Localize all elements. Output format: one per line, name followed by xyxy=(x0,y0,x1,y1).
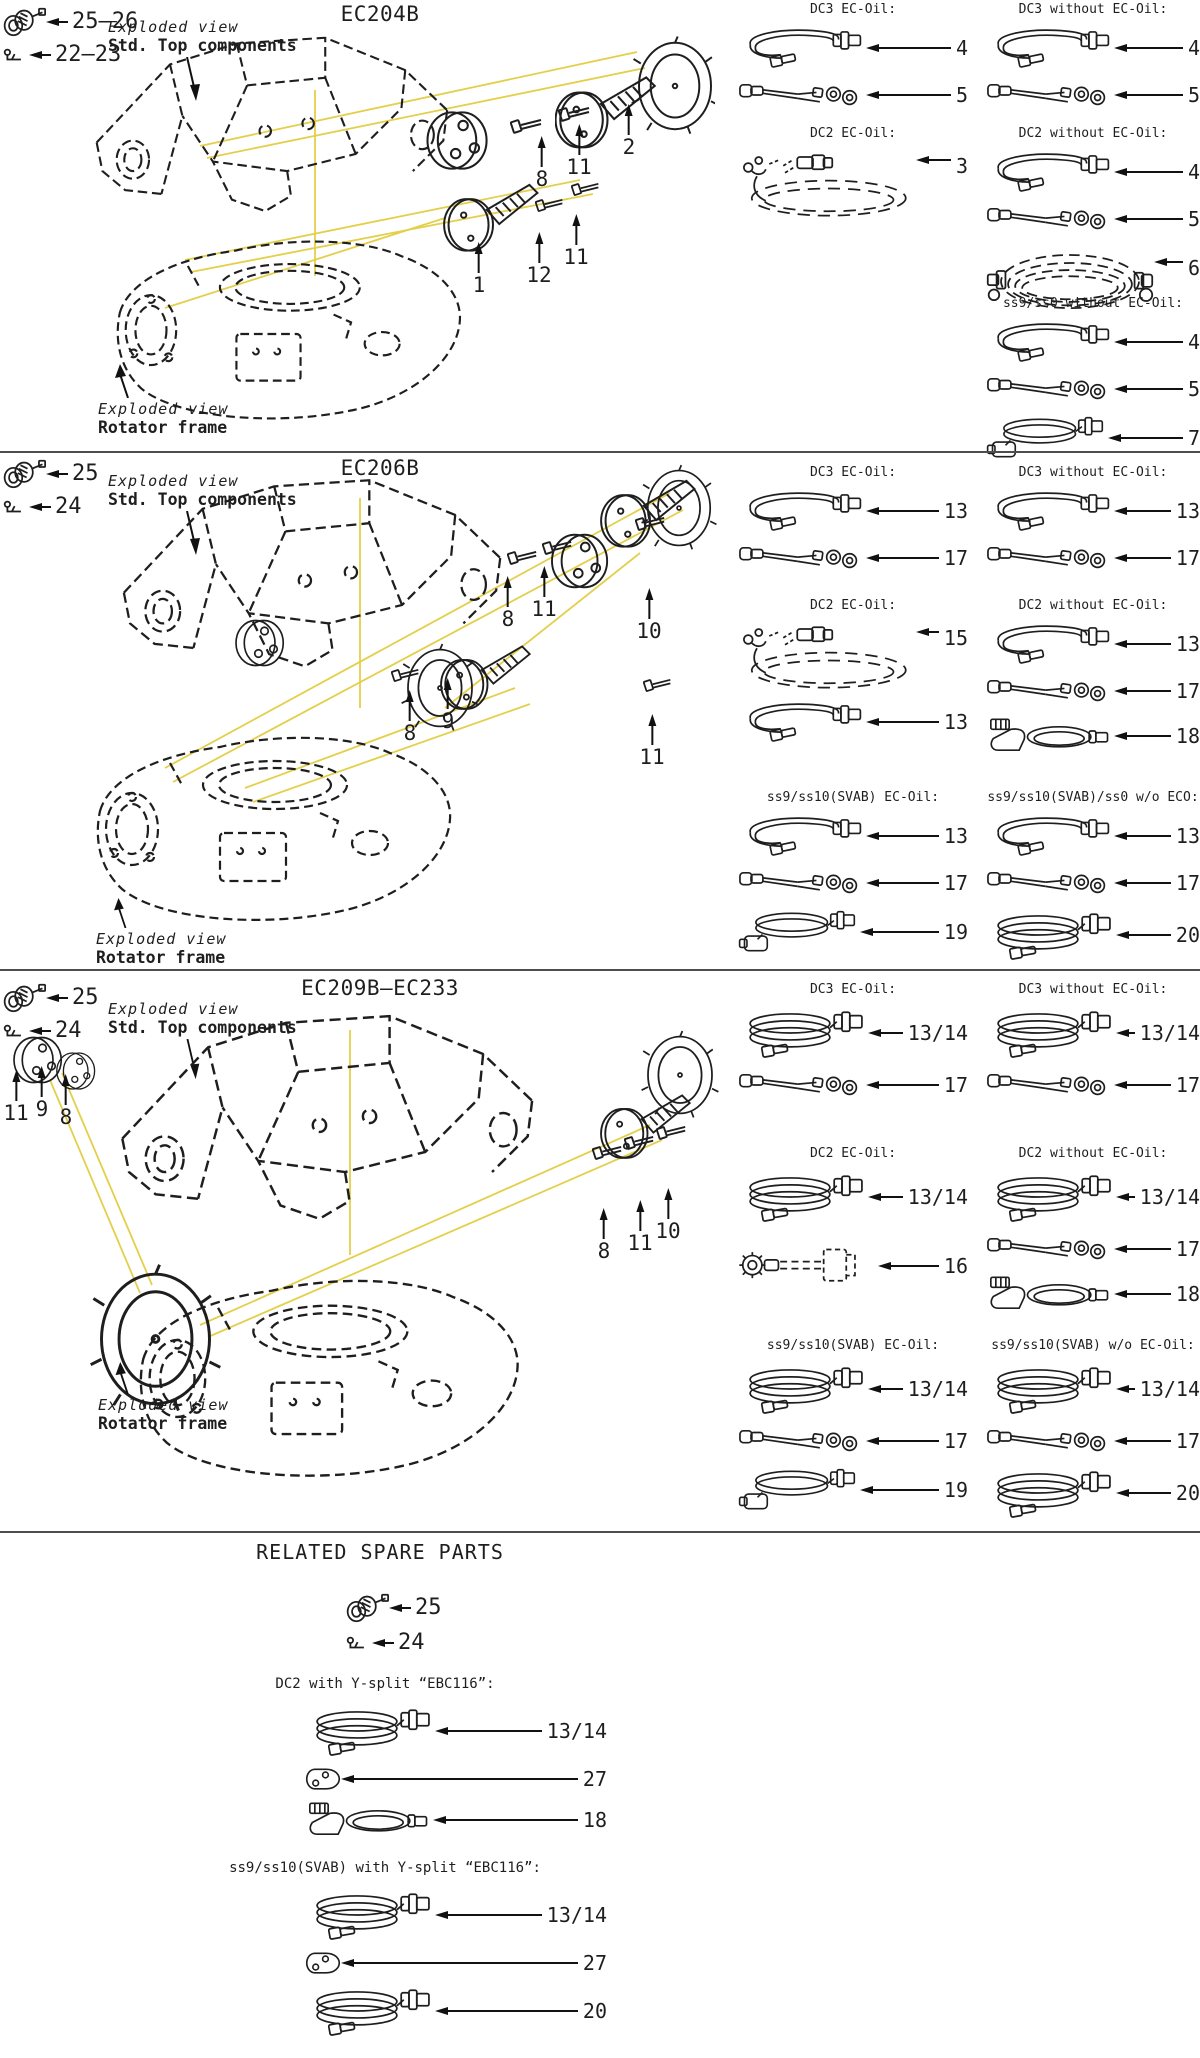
callout-11 xyxy=(566,124,591,178)
group-header: ss9/ss10(SVAB) with Y-split “EBC116”: xyxy=(229,1860,541,1876)
leader-line xyxy=(401,1607,411,1609)
part-number: 25–26 xyxy=(72,8,139,34)
part-item xyxy=(305,1800,607,1840)
callout-8 xyxy=(536,136,549,190)
part-number: 17 xyxy=(1175,546,1200,570)
part-number: 17 xyxy=(1175,1237,1200,1261)
callout-layer xyxy=(0,0,1200,452)
note-line-bold: Rotator frame xyxy=(98,418,228,437)
part-pin-icon xyxy=(345,1634,372,1652)
section-ec204b xyxy=(0,0,1200,452)
callout-number: 11 xyxy=(639,745,665,769)
part-number: 5 xyxy=(1187,207,1200,231)
leader-arrow xyxy=(372,1639,394,1647)
part-number: 13/14 xyxy=(907,1185,968,1209)
leader-arrow xyxy=(435,2007,578,2015)
related-loose-parts xyxy=(155,1592,615,1662)
part-number: 27 xyxy=(582,1951,607,1975)
note-line-italic: Exploded view xyxy=(108,472,239,490)
note-line-italic: Exploded view xyxy=(98,400,229,418)
part-number: 4 xyxy=(955,36,968,60)
callout-number: 11 xyxy=(563,245,589,269)
callout-11 xyxy=(531,566,556,620)
spare-part-group xyxy=(155,1860,615,2038)
part-number: 13 xyxy=(943,710,968,734)
group-header: DC2 EC-Oil: xyxy=(809,1146,897,1161)
callout-number: 12 xyxy=(526,263,552,287)
callout-number: 8 xyxy=(535,167,549,191)
callout-8 xyxy=(598,1208,611,1262)
cable-coil3-icon xyxy=(305,1984,435,2038)
part-number: 13/14 xyxy=(1139,1021,1200,1045)
callout-2 xyxy=(623,104,636,158)
part-item xyxy=(305,1888,607,1942)
part-number: 24 xyxy=(55,494,82,519)
part-number: 19 xyxy=(943,1478,968,1502)
callout-8 xyxy=(60,1074,73,1128)
part-number: 24 xyxy=(55,1018,82,1043)
callout-12 xyxy=(526,232,551,286)
section-ec206b xyxy=(0,452,1200,970)
section-related-spare-parts xyxy=(0,1532,1200,2023)
group-header: DC2 with Y-split “EBC116”: xyxy=(275,1676,495,1692)
part-number: 13/14 xyxy=(907,1377,968,1401)
group-header: DC3 EC-Oil: xyxy=(809,2,897,17)
leader-line xyxy=(543,577,545,597)
callout-10 xyxy=(655,1188,680,1242)
related-title: RELATED SPARE PARTS xyxy=(256,1540,504,1564)
part-number: 4 xyxy=(1187,160,1200,184)
part-number: 13 xyxy=(943,499,968,523)
leader-line xyxy=(445,1819,578,1821)
callout-9 xyxy=(442,678,455,732)
leader-line xyxy=(575,225,577,245)
note-line-italic: Exploded view xyxy=(98,1396,229,1414)
group-header: DC3 without EC-Oil: xyxy=(1018,982,1168,997)
leader-arrow xyxy=(435,1727,542,1735)
callout-number: 11 xyxy=(627,1231,653,1255)
leader-arrow xyxy=(341,1959,578,1967)
part-number: 20 xyxy=(582,1999,607,2023)
part-number: 17 xyxy=(943,871,968,895)
group-header: DC2 without EC-Oil: xyxy=(1018,126,1168,141)
note-line-bold: Std. Top components xyxy=(108,490,297,509)
leader-line xyxy=(628,115,630,135)
group-header: DC2 without EC-Oil: xyxy=(1018,598,1168,613)
callout-number: 2 xyxy=(622,135,636,159)
part-number: 5 xyxy=(1187,377,1200,401)
part-number: 13/14 xyxy=(546,1719,607,1743)
part-number: 13/14 xyxy=(546,1903,607,1927)
leader-line xyxy=(384,1642,394,1644)
leader-line xyxy=(667,1199,669,1219)
note-line-italic: Exploded view xyxy=(108,1000,239,1018)
part-number: 4 xyxy=(1187,330,1200,354)
group-header: DC2 EC-Oil: xyxy=(809,126,897,141)
part-number: 16 xyxy=(943,1254,968,1278)
callout-number: 10 xyxy=(636,619,662,643)
leader-line xyxy=(65,1085,67,1105)
section-title: EC209B–EC233 xyxy=(301,976,459,1000)
callout-11 xyxy=(627,1200,652,1254)
callout-number: 10 xyxy=(655,1219,681,1243)
part-oval-icon xyxy=(305,1766,341,1792)
part-number: 17 xyxy=(943,1073,968,1097)
callout-number: 8 xyxy=(403,721,417,745)
group-header: DC3 EC-Oil: xyxy=(809,465,897,480)
leader-line xyxy=(651,725,653,745)
group-header: DC3 without EC-Oil: xyxy=(1018,2,1168,17)
part-number: 18 xyxy=(582,1808,607,1832)
callout-9 xyxy=(36,1066,49,1120)
callout-8 xyxy=(404,690,417,744)
group-header: DC2 EC-Oil: xyxy=(809,598,897,613)
leader-line xyxy=(541,147,543,167)
group-header: ss9/ss10(SVAB)/ss0 w/o ECO: xyxy=(987,790,1199,805)
part-number: 6 xyxy=(1187,256,1200,280)
part-number: 13/14 xyxy=(1139,1185,1200,1209)
leader-line xyxy=(507,587,509,607)
part-number: 13/14 xyxy=(907,1021,968,1045)
group-header: ss9/ss10(SVAB) EC-Oil: xyxy=(766,790,940,805)
part-number: 17 xyxy=(1175,679,1200,703)
part-item xyxy=(305,1950,607,1976)
callout-1 xyxy=(473,242,486,296)
part-number: 20 xyxy=(1175,923,1200,947)
group-header: ss9/ss10(SVAB) w/o EC-Oil: xyxy=(991,1338,1195,1353)
callout-number: 8 xyxy=(501,607,515,631)
callout-number: 11 xyxy=(3,1101,29,1125)
group-header: DC3 without EC-Oil: xyxy=(1018,465,1168,480)
callout-layer xyxy=(0,970,1200,1532)
group-header: ss9/ss0 without EC-Oil: xyxy=(1002,296,1183,311)
leader-arrow xyxy=(435,1911,542,1919)
leader-line xyxy=(478,253,480,273)
part-number: 13 xyxy=(1175,824,1200,848)
leader-line xyxy=(41,1077,43,1097)
cable-coil3-icon xyxy=(305,1704,435,1758)
leader-line xyxy=(447,1914,542,1916)
callout-11 xyxy=(563,214,588,268)
part-number: 20 xyxy=(1175,1481,1200,1505)
part-number: 15 xyxy=(943,626,968,650)
part-oval-icon xyxy=(305,1950,341,1976)
callout-number: 9 xyxy=(441,709,455,733)
callout-number: 11 xyxy=(566,155,592,179)
part-number: 25 xyxy=(72,460,99,486)
callout-11 xyxy=(3,1070,28,1124)
leader-line xyxy=(353,1962,578,1964)
part-number: 17 xyxy=(1175,1073,1200,1097)
corner-part xyxy=(345,1592,445,1624)
part-item xyxy=(305,1766,607,1792)
leader-line xyxy=(15,1081,17,1101)
part-number: 13 xyxy=(943,824,968,848)
part-number: 19 xyxy=(943,920,968,944)
group-header: DC2 without EC-Oil: xyxy=(1018,1146,1168,1161)
callout-number: 8 xyxy=(597,1239,611,1263)
leader-line xyxy=(353,1778,578,1780)
leader-line xyxy=(447,2010,578,2012)
corner-part xyxy=(345,1631,445,1655)
callout-8 xyxy=(502,576,515,630)
part-number: 18 xyxy=(1175,724,1200,748)
part-number: 13 xyxy=(1175,632,1200,656)
note-line-bold: Std. Top components xyxy=(108,1018,297,1037)
part-item xyxy=(305,1704,607,1758)
part-number: 13 xyxy=(1175,499,1200,523)
part-number: 24 xyxy=(398,1630,425,1655)
note-line-bold: Rotator frame xyxy=(96,948,226,967)
part-number: 17 xyxy=(1175,871,1200,895)
callout-11 xyxy=(639,714,664,768)
callout-layer xyxy=(0,452,1200,970)
group-header: ss9/ss10(SVAB) EC-Oil: xyxy=(766,1338,940,1353)
part-number: 4 xyxy=(1187,36,1200,60)
part-number: 17 xyxy=(1175,1429,1200,1453)
section-title: EC204B xyxy=(340,2,420,26)
note-line-italic: Exploded view xyxy=(96,930,227,948)
leader-line xyxy=(648,599,650,619)
leader-line xyxy=(447,689,449,709)
part-number: 27 xyxy=(582,1767,607,1791)
part-item xyxy=(305,1984,607,2038)
leader-line xyxy=(447,1730,542,1732)
section-ec209b-ec233 xyxy=(0,970,1200,1532)
callout-10 xyxy=(636,588,661,642)
note-line-bold: Std. Top components xyxy=(108,36,297,55)
part-number: 22–23 xyxy=(55,42,122,67)
leader-line xyxy=(578,135,580,155)
part-number: 7 xyxy=(1187,426,1200,450)
leader-line xyxy=(538,243,540,263)
part-number: 17 xyxy=(943,546,968,570)
part-number: 17 xyxy=(943,1429,968,1453)
leader-arrow xyxy=(433,1816,578,1824)
part-number: 5 xyxy=(1187,83,1200,107)
group-header: DC3 EC-Oil: xyxy=(809,982,897,997)
leader-line xyxy=(409,701,411,721)
leader-line xyxy=(603,1219,605,1239)
leader-arrow xyxy=(341,1775,578,1783)
callout-number: 1 xyxy=(472,273,486,297)
section-title: EC206B xyxy=(340,456,420,480)
callout-number: 11 xyxy=(531,597,557,621)
note-line-bold: Rotator frame xyxy=(98,1414,228,1433)
part-number: 3 xyxy=(955,154,968,178)
leader-arrow xyxy=(389,1604,411,1612)
part-number: 25 xyxy=(415,1594,442,1620)
cable-coil3-icon xyxy=(305,1888,435,1942)
part-number: 25 xyxy=(72,984,99,1010)
spare-part-group xyxy=(155,1676,615,1840)
part-number: 18 xyxy=(1175,1282,1200,1306)
part-number: 5 xyxy=(955,83,968,107)
part-number: 13/14 xyxy=(1139,1377,1200,1401)
leader-line xyxy=(639,1211,641,1231)
callout-number: 8 xyxy=(59,1105,73,1129)
callout-number: 9 xyxy=(35,1097,49,1121)
part-clamp-icon xyxy=(345,1592,389,1624)
cable-angled-icon xyxy=(305,1800,433,1840)
note-line-italic: Exploded view xyxy=(108,18,239,36)
